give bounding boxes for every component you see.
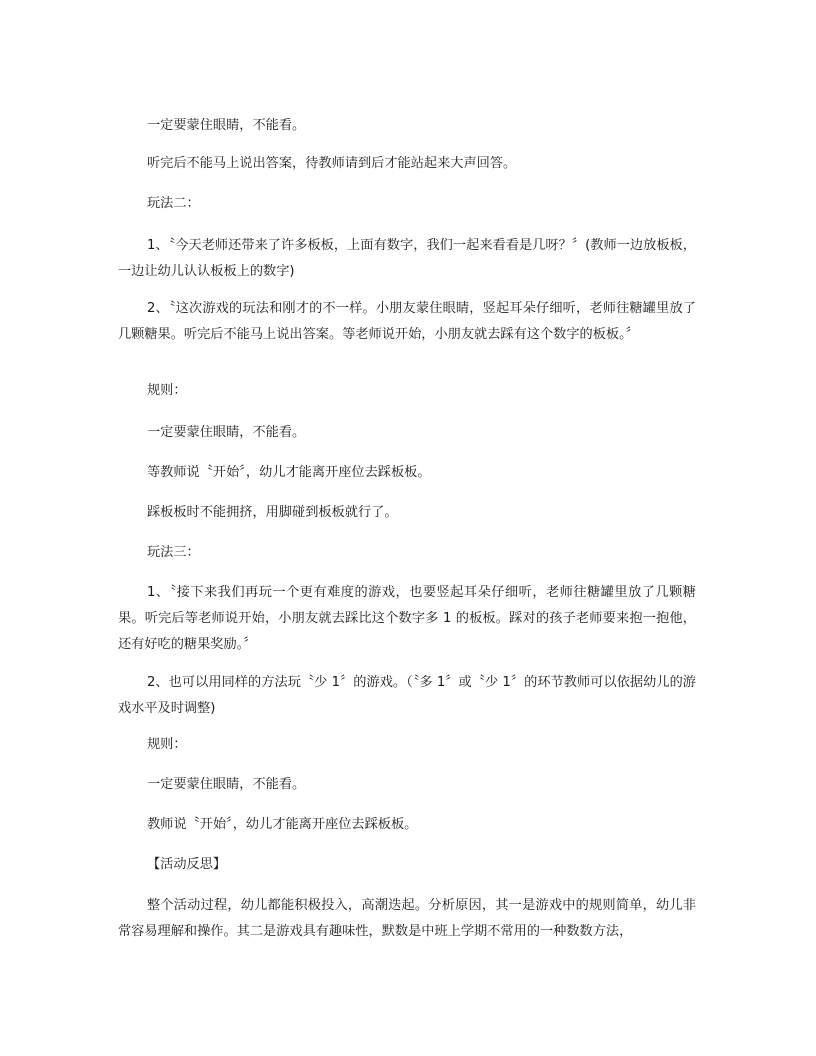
paragraph-reflection: 整个活动过程，幼儿都能积极投入，高潮迭起。分析原因，其一是游戏中的规则简单，幼儿非常容易理解和操作。其二是游戏具有趣味性，默数是中班上学期不常用的一种数数方法， <box>118 898 696 939</box>
paragraph-rule-blindfold-2: 一定要蒙住眼睛，不能看。 <box>147 425 306 440</box>
heading-method-three: 玩法三： <box>147 545 200 560</box>
paragraph-rule-blindfold-3: 一定要蒙住眼睛，不能看。 <box>147 777 306 792</box>
paragraph-method-three-step-1: 1、〝接下来我们再玩一个更有难度的游戏，也要竖起耳朵仔细听，老师往糖罐里放了几颗糖果。听完后等老师说开始，小朋友就去踩比这个数字多 1 的板板。踩对的孩子老师要来抱一抱他，还有好吃的糖果奖励。〞 <box>118 585 696 652</box>
paragraph-method-two-step-2: 2、〝这次游戏的玩法和刚才的不一样。小朋友蒙住眼睛，竖起耳朵仔细听，老师往糖罐里放了几颗糖果。听完后不能马上说出答案。等老师说开始，小朋友就去踩有这个数字的板板。〞 <box>118 301 696 342</box>
paragraph-rule-start-2: 教师说〝开始〞，幼儿才能离开座位去踩板板。 <box>147 817 418 832</box>
paragraph-rule-blindfold: 一定要蒙住眼睛，不能看。 <box>147 118 306 133</box>
paragraph-answer-rule: 听完后不能马上说出答案，待教师请到后才能站起来大声回答。 <box>147 156 517 171</box>
paragraph-rule-no-push: 踩板板时不能拥挤，用脚碰到板板就行了。 <box>147 505 398 520</box>
heading-method-two: 玩法二： <box>147 196 200 211</box>
paragraph-method-two-step-1: 1、〝今天老师还带来了许多板板，上面有数字，我们一起来看看是几呀？〞(教师一边放板板，一边让幼儿认认板板上的数字) <box>118 238 696 279</box>
paragraph-method-three-step-2: 2、也可以用同样的方法玩〝少 1〞的游戏。（〝多 1〞或〝少 1〞的环节教师可以依据幼儿的游戏水平及时调整) <box>118 675 696 716</box>
paragraph-rule-start: 等教师说〝开始〞，幼儿才能离开座位去踩板板。 <box>147 465 431 480</box>
heading-rules-2: 规则： <box>147 737 187 752</box>
heading-rules-1: 规则： <box>147 383 187 398</box>
heading-activity-reflection: 【活动反思】 <box>147 857 227 872</box>
